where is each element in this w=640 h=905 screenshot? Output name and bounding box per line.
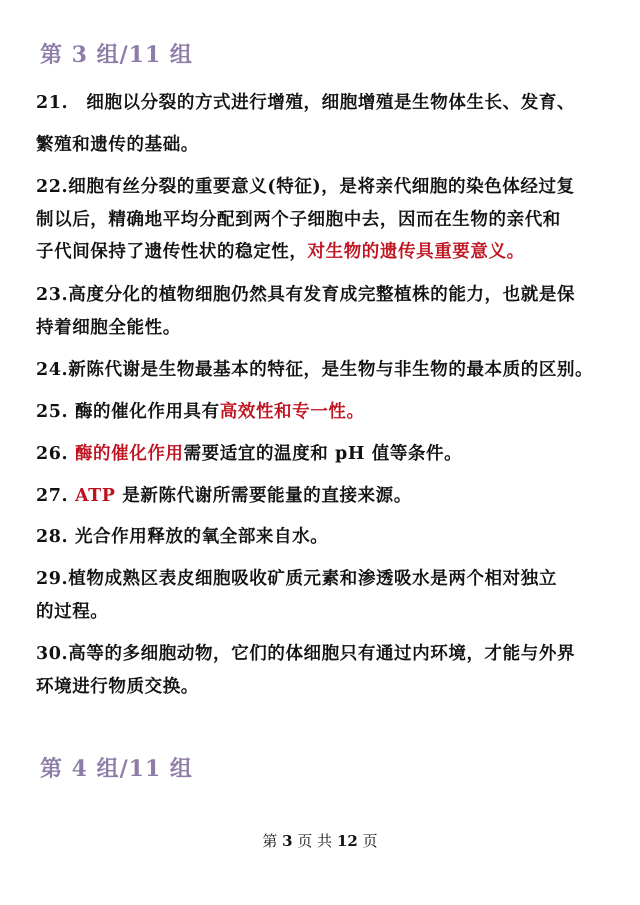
item-23-line-2: 持着细胞全能性。: [36, 318, 181, 338]
item-22-line-2: 制以后，精确地平均分配到两个子细胞中去，因而在生物的亲代和: [36, 210, 561, 230]
item-27-highlight: ATP: [74, 486, 116, 506]
item-27-text: 是新陈代谢所需要能量的直接来源。: [115, 486, 412, 506]
item-22-text: 子代间保持了遗传性状的稳定性，: [36, 242, 308, 262]
item-26-highlight: 酶的催化作用: [74, 444, 184, 464]
item-22-line-1: 22.细胞有丝分裂的重要意义(特征)，是将亲代细胞的染色体经过复: [36, 177, 575, 197]
footer-mid: 页 共: [297, 832, 333, 850]
footer-post: 页: [362, 832, 378, 850]
item-21-line-2: 繁殖和遗传的基础。: [36, 135, 199, 155]
footer-page-number: 3: [282, 832, 293, 850]
footer-pre: 第: [262, 832, 278, 850]
item-24-line-1: 24.新陈代谢是生物最基本的特征，是生物与非生物的最本质的区别。: [36, 360, 594, 380]
item-27-line: [36, 482, 616, 507]
item-25-line: [36, 398, 616, 423]
item-29-line-1: 29.植物成熟区表皮细胞吸收矿质元素和渗透吸水是两个相对独立: [36, 569, 557, 589]
item-27-number: 27.: [36, 486, 75, 506]
item-28-line: 28. 光合作用释放的氧全部来自水。: [36, 527, 329, 547]
page-footer: [0, 830, 640, 851]
item-22-line-3: [36, 238, 616, 263]
item-25-text: 25. 酶的催化作用具有: [36, 402, 220, 422]
section-heading: 第 3 组/11 组: [40, 42, 193, 68]
item-29-line-2: 的过程。: [36, 602, 109, 622]
item-30-line-2: 环境进行物质交换。: [36, 677, 199, 697]
item-25-highlight: 高效性和专一性。: [219, 402, 365, 422]
footer-total-pages: 12: [336, 832, 358, 850]
item-26-line: [36, 440, 616, 465]
item-26-text: 需要适宜的温度和 pH 值等条件。: [183, 444, 463, 464]
item-23-line-1: 23.高度分化的植物细胞仍然具有发育成完整植株的能力，也就是保: [36, 285, 576, 305]
item-21-line-1: 21. 细胞以分裂的方式进行增殖，细胞增殖是生物体生长、发育、: [36, 93, 576, 113]
item-26-number: 26.: [36, 444, 75, 464]
next-section-heading: 第 4 组/11 组: [40, 756, 193, 782]
item-30-line-1: 30.高等的多细胞动物，它们的体细胞只有通过内环境，才能与外界: [36, 644, 576, 664]
item-22-highlight: 对生物的遗传具重要意义。: [307, 242, 525, 262]
